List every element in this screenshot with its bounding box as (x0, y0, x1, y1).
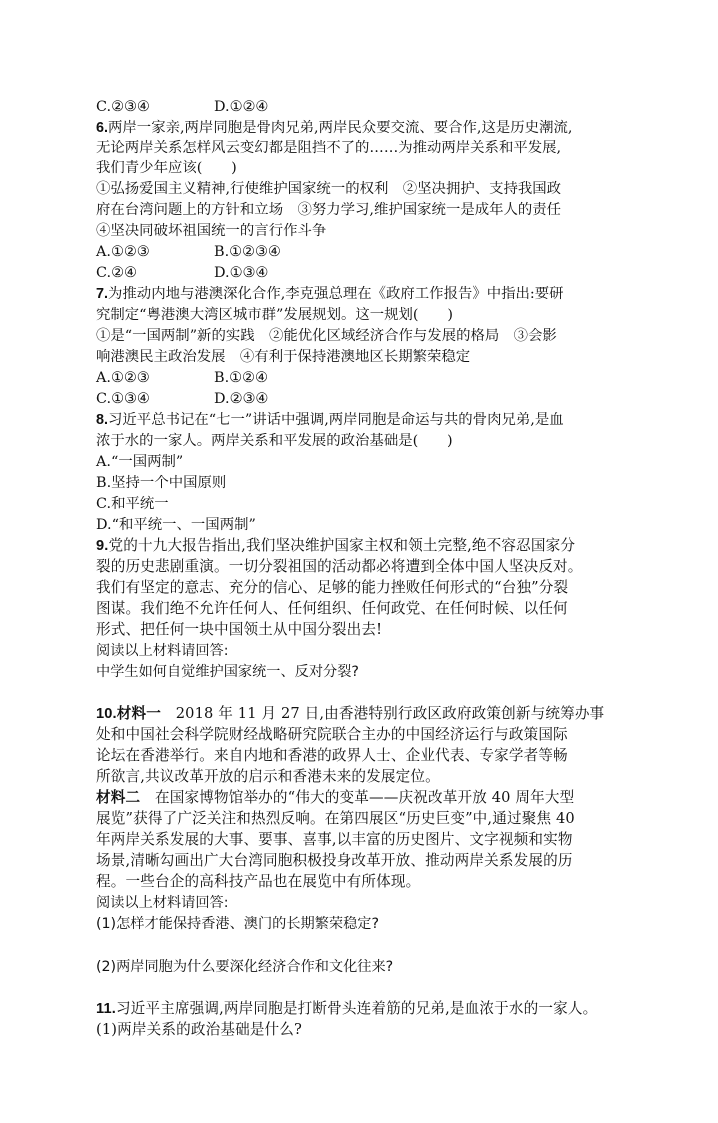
q6-option-d[interactable]: D.①③④ (214, 265, 269, 281)
q11-sub-question-1: (1)两岸关系的政治基础是什么? (96, 1021, 303, 1038)
q7-options-row-1 (96, 368, 268, 388)
q8-option-d[interactable]: D.“和平统一、一国两制” (96, 517, 256, 533)
q7-number: 7. (96, 286, 109, 302)
q6-option-b[interactable]: B.①②③④ (214, 244, 281, 260)
q11-stem: 11.习近平主席强调,两岸同胞是打断骨头连着筋的兄弟,是血浓于水的一家人。 (96, 1000, 598, 1017)
q5-option-c[interactable]: C.②③④ (96, 99, 150, 115)
q9-material-line-4: 图谋。我们绝不允许任何人、任何组织、任何政党、在任何时候、以任何 (96, 600, 568, 617)
q9-material-line-5: 形式、把任何一块中国领土从中国分裂出去! (96, 621, 383, 638)
q7-option-c[interactable]: C.①③④ (96, 391, 150, 407)
q6-stem-line-1: 6.两岸一家亲,两岸同胞是骨肉兄弟,两岸民众要交流、要合作,这是历史潮流, (96, 120, 573, 136)
q9-material-line-1: 9.党的十九大报告指出,我们坚决维护国家主权和领土完整,绝不容忍国家分 (96, 537, 576, 554)
q10-sub-question-2: (2)两岸同胞为什么要深化经济合作和文化往来? (96, 959, 394, 975)
q8-option-b[interactable]: B.坚持一个中国原则 (96, 475, 227, 491)
q6-option-a[interactable]: A.①②③ (96, 244, 150, 260)
q6-stem-line-2: 无论两岸关系怎样风云变幻都是阻挡不了的……为推动两岸关系和平发展, (96, 140, 562, 156)
q7-option-b[interactable]: B.①②④ (214, 370, 268, 386)
q7-item-line-2: 响港澳民主政治发展 ④有利于保持港澳地区长期繁荣稳定 (96, 349, 471, 365)
q7-option-a[interactable]: A.①②③ (96, 370, 150, 386)
q9-prompt: 阅读以上材料请回答: (96, 643, 229, 659)
q9-material-line-3: 我们有坚定的意志、充分的信心、足够的能力挫败任何形式的“台独”分裂 (96, 579, 569, 596)
q7-stem-line-1: 7.为推动内地与港澳深化合作,李克强总理在《政府工作报告》中指出:要研 (96, 286, 564, 302)
q11-number: 11. (96, 1001, 116, 1017)
q7-item-line-1: ①是“一国两制”新的实践 ②能优化区域经济合作与发展的格局 ③会影 (96, 328, 557, 344)
q6-item-line-1: ①弘扬爱国主义精神,行使维护国家统一的权利 ②坚决拥护、支持我国政 (96, 181, 562, 197)
q5-option-d[interactable]: D.①②④ (214, 99, 269, 115)
q10-material-1-line-1: 10.材料一 2018 年 11 月 27 日,由香港特别行政区政府政策创新与统筹办事 (96, 705, 605, 722)
q5-options-row (96, 97, 268, 117)
q8-stem-line-2: 浓于水的一家人。两岸关系和平发展的政治基础是( ) (96, 433, 453, 449)
q10-material-2-line-2: 展览”获得了广泛关注和热烈反响。在第四展区“历史巨变”中,通过聚焦 40 (96, 810, 575, 827)
q6-number: 6. (96, 120, 109, 136)
q10-material-2-line-4: 场景,清晰勾画出广大台湾同胞积极投身改革开放、推动两岸关系发展的历 (96, 852, 573, 869)
q8-stem-line-1: 8.习近平总书记在“七一”讲话中强调,两岸同胞是命运与共的骨肉兄弟,是血 (96, 412, 564, 428)
q10-material-1-label: 材料一 (116, 705, 161, 722)
q6-stem-line-3: 我们青少年应该( ) (96, 160, 237, 176)
q6-options-row-2 (96, 263, 268, 283)
q7-options-row-2 (96, 389, 268, 409)
q10-material-2-label: 材料二 (96, 789, 141, 806)
q10-number: 10. (96, 706, 117, 722)
q9-number: 9. (96, 538, 109, 554)
q10-material-1-line-2: 处和中国社会科学院财经战略研究院联合主办的中国经济运行与政策国际 (96, 726, 568, 743)
q8-option-a[interactable]: A.“一国两制” (96, 454, 184, 470)
q6-item-line-2: 府在台湾问题上的方针和立场 ③努力学习,维护国家统一是成年人的责任 (96, 202, 562, 218)
q10-prompt: 阅读以上材料请回答: (96, 895, 229, 911)
q10-material-2-line-1: 材料二 在国家博物馆举办的“伟大的变革——庆祝改革开放 40 周年大型 (96, 789, 575, 806)
q10-material-1-line-4: 所欲言,共议改革开放的启示和香港未来的发展定位。 (96, 768, 440, 785)
q8-number: 8. (96, 412, 109, 428)
q6-item-line-3: ④坚决同破坏祖国统一的言行作斗争 (96, 223, 327, 239)
q9-material-line-2: 裂的历史悲剧重演。一切分裂祖国的活动都必将遭到全体中国人坚决反对。 (96, 558, 583, 575)
q10-material-1-line-3: 论坛在香港举行。来自内地和香港的政界人士、企业代表、专家学者等畅 (96, 747, 568, 764)
q7-stem-line-2: 究制定“粤港澳大湾区城市群”发展规划。这一规划( ) (96, 307, 453, 323)
q10-material-2-line-5: 程。一些台企的高科技产品也在展览中有所体现。 (96, 873, 421, 890)
q6-options-row-1 (96, 242, 281, 262)
q6-option-c[interactable]: C.②④ (96, 265, 137, 281)
q10-sub-question-1: (1)怎样才能保持香港、澳门的长期繁荣稳定? (96, 916, 380, 932)
q8-option-c[interactable]: C.和平统一 (96, 496, 169, 512)
q10-material-2-line-3: 年两岸关系发展的大事、要事、喜事,以丰富的历史图片、文字视频和实物 (96, 831, 573, 848)
q7-option-d[interactable]: D.②③④ (214, 391, 269, 407)
q9-question: 中学生如何自觉维护国家统一、反对分裂? (96, 664, 359, 680)
